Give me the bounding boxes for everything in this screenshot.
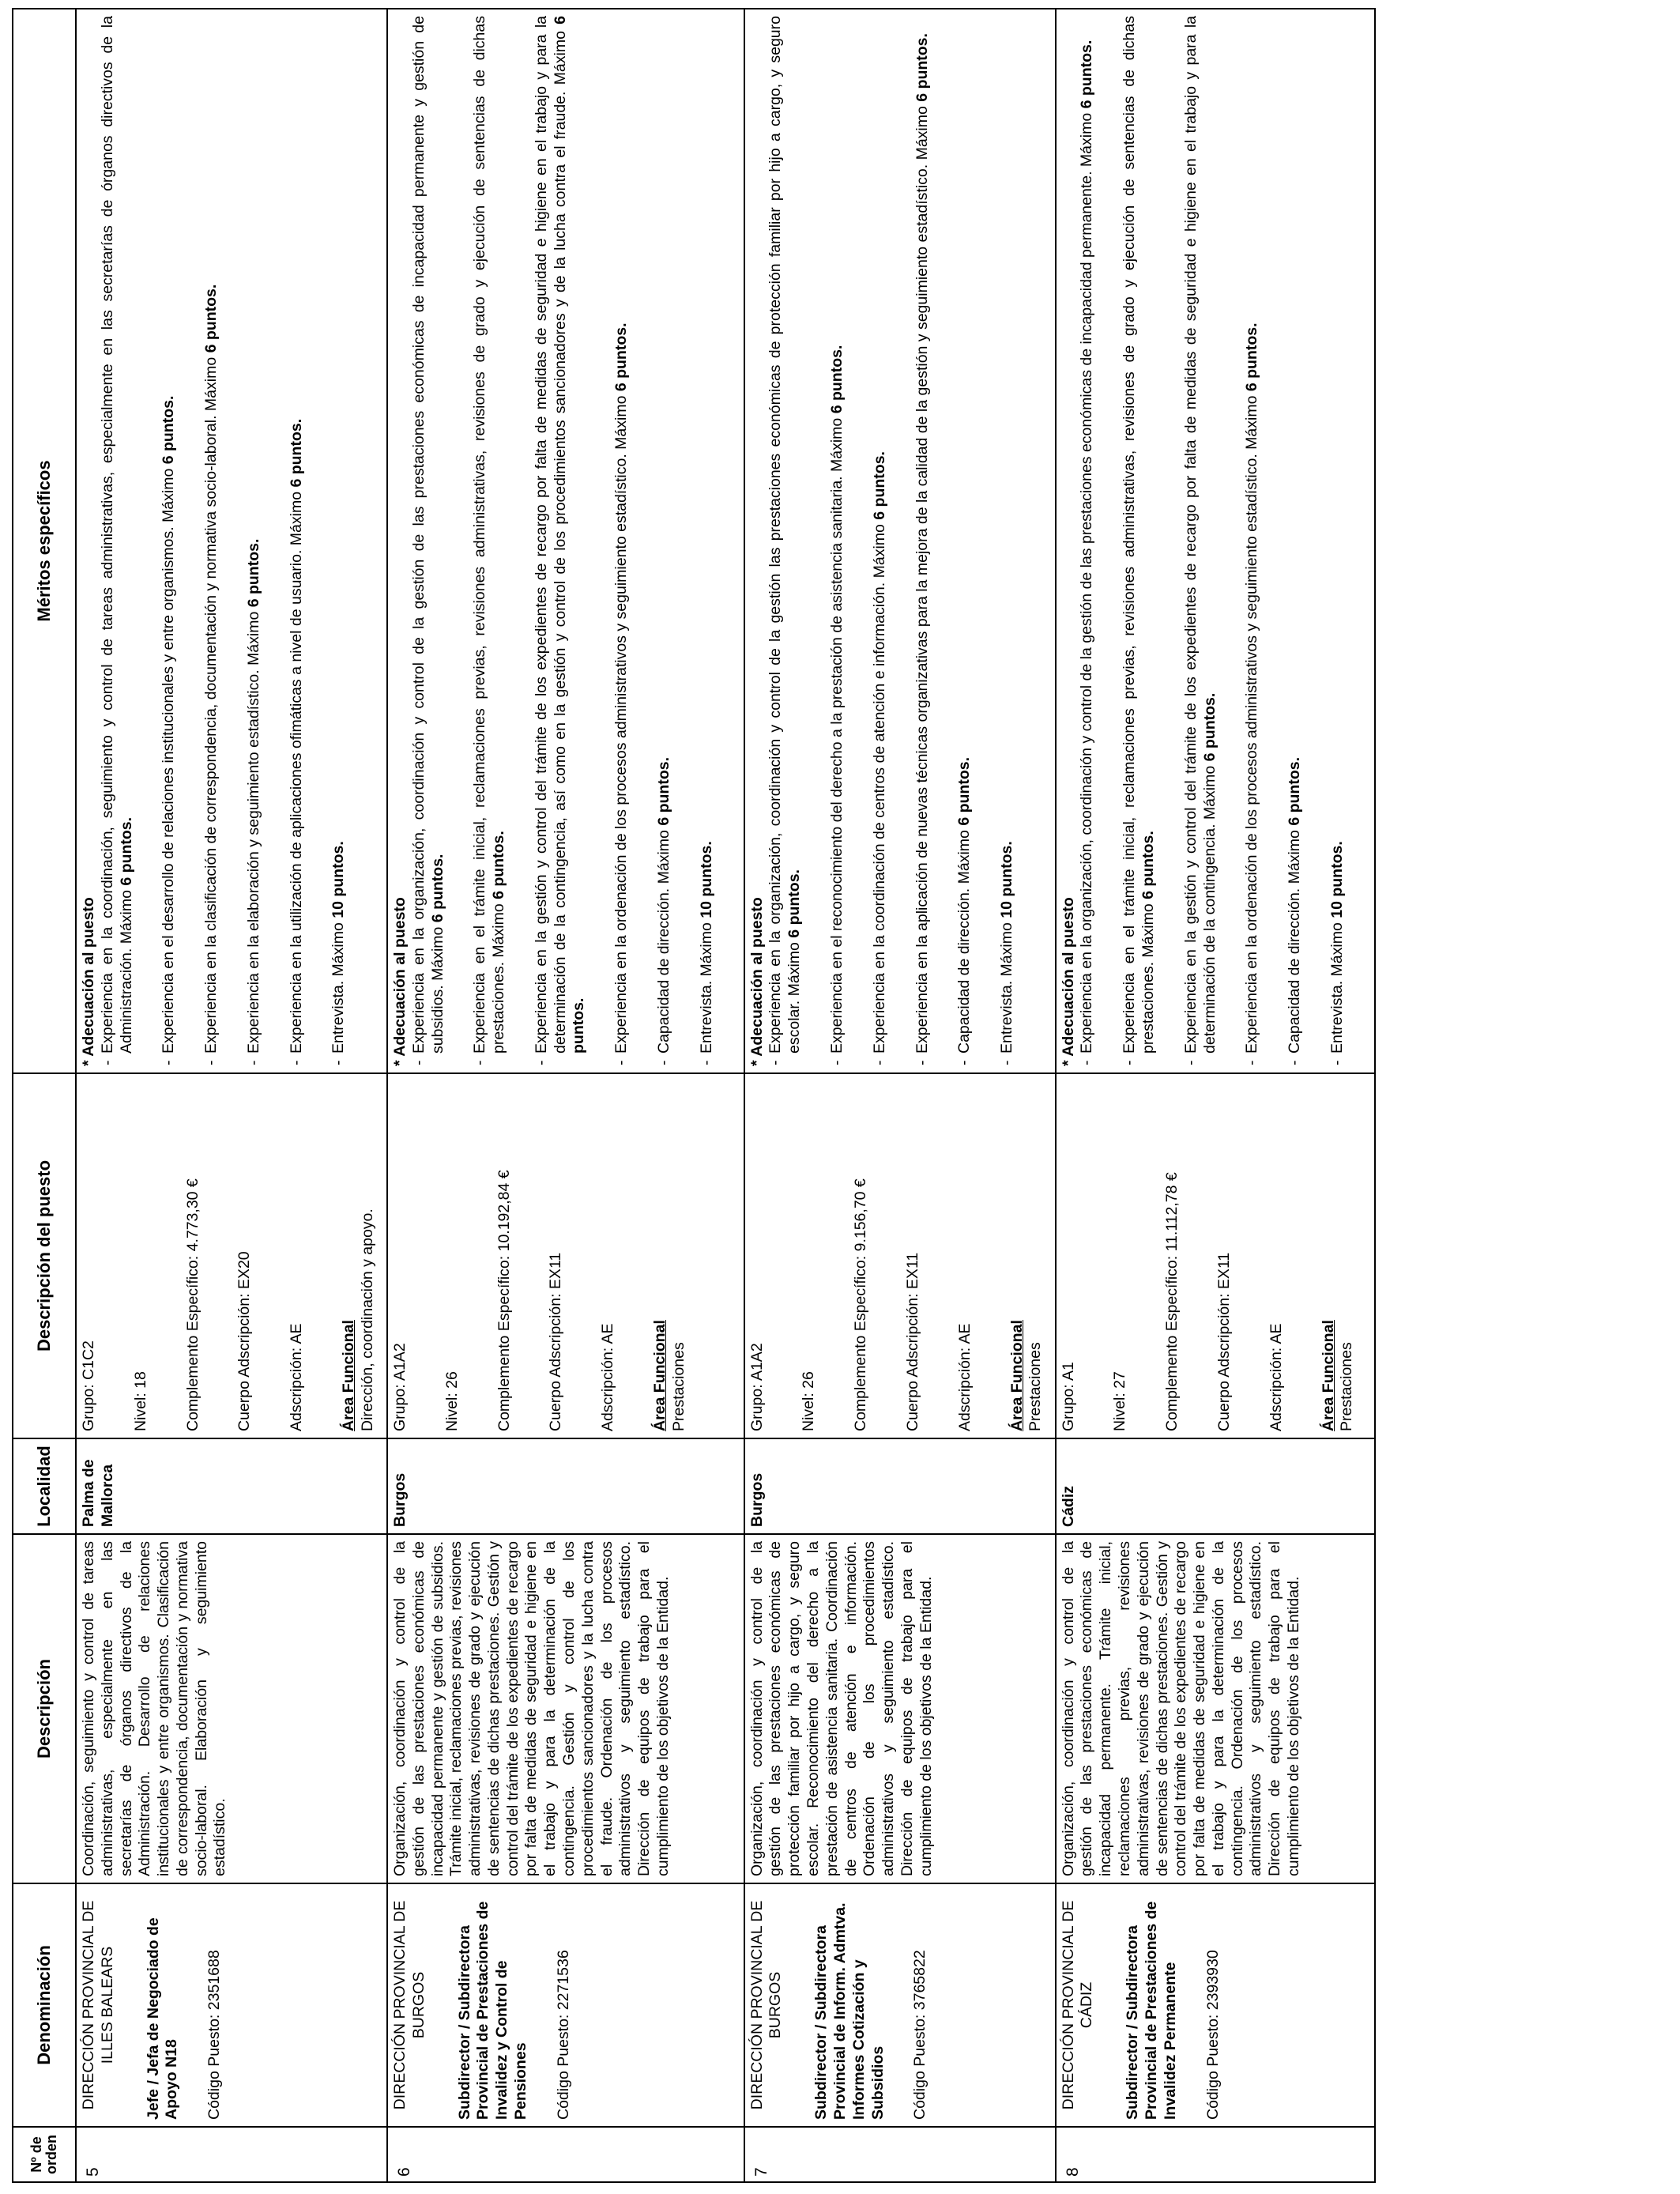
nivel: Nivel: 26 [443, 1371, 461, 1431]
merito-item: - Experiencia en la ordenación de los procesos administrativos y seguimiento estadístico. Máximo 6 puntos. [1243, 16, 1262, 1066]
cuerpo-adscripcion: Cuerpo Adscripción: EX20 [235, 1251, 254, 1431]
merito-item: - Entrevista. Máximo 10 puntos. [330, 16, 348, 1066]
denominacion-cell [387, 1883, 744, 2127]
adecuacion-label: * Adecuación al puesto [1059, 897, 1077, 1066]
table-row [1056, 9, 1375, 2182]
merito-item: - Experiencia en la clasificación de correspondencia, documentación y normativa socio-laboral. Máximo 6 puntos. [202, 16, 221, 1066]
cuerpo-adscripcion: Cuerpo Adscripción: EX11 [1215, 1252, 1233, 1431]
orden-cell: 8 [1056, 2127, 1375, 2182]
grupo: Grupo: A1 [1059, 1362, 1077, 1431]
meritos-list [99, 16, 348, 1066]
direccion-name: DIRECCIÓN PROVINCIAL DE CÁDIZ [1059, 1900, 1096, 2110]
denominacion-cell [744, 1883, 1056, 2127]
descripcion-cell: Coordinación, seguimiento y control de tareas administrativas, especialmente en las secretarías de órganos directivos de la Administración. Desarrollo de relaciones institucionales y entre organismos. Clasificación de correspondencia, documentación y normativa socio-laboral. Elaboración y seguimiento estadístico. [76, 1534, 387, 1883]
merito-item: - Experiencia en el trámite inicial, reclamaciones previas, revisiones administrativas, revisiones de grado y ejecución de sentencias de dichas prestaciones. Máximo 6 puntos. [471, 16, 509, 1066]
header-localidad: Localidad [13, 1438, 76, 1534]
descripcion-cell: Organización, coordinación y control de la gestión de las prestaciones económicas de incapacidad permanente. Trámite inicial, reclamaciones previas, revisiones administrativas, revisiones de grado y ejecución de sentencias de dichas prestaciones. Gestión y control del trámite de los expedientes de recargo por falta de medidas de seguridad e higiene en el trabajo y para la determinación de la contingencia. Ordenación de los procesos administrativos y seguimiento estadístico. Dirección de equipos de trabajo para el cumplimiento de los objetivos de la Entidad. [1056, 1534, 1375, 1883]
table-row [76, 9, 387, 2182]
orden-cell: 6 [387, 2127, 744, 2182]
adecuacion-label: * Adecuación al puesto [80, 897, 97, 1066]
orden-cell: 5 [76, 2127, 387, 2182]
area-funcional-value: Prestaciones [669, 1342, 687, 1431]
descripcion-puesto-cell [387, 1073, 744, 1438]
adscripcion: Adscripción: AE [599, 1323, 617, 1431]
cuerpo-adscripcion: Cuerpo Adscripción: EX11 [903, 1252, 921, 1431]
puesto-title: Subdirector / Subdirectora Provincial de Inform. Admtva. Informes Cotización y Subsidios [812, 1902, 887, 2120]
area-funcional-label: Área Funcional [650, 1320, 669, 1431]
localidad-cell: Palma de Mallorca [76, 1438, 387, 1534]
complemento-especifico: Complemento Específico: 11.112,78 € [1163, 1172, 1181, 1431]
cuerpo-adscripcion: Cuerpo Adscripción: EX11 [547, 1252, 565, 1431]
complemento-especifico: Complemento Específico: 4.773,30 € [183, 1178, 202, 1431]
area-funcional-value: Prestaciones [1026, 1342, 1045, 1431]
merito-item: - Experiencia en la ordenación de los procesos administrativos y seguimiento estadístico. Máximo 6 puntos. [612, 16, 631, 1066]
merito-item: - Entrevista. Máximo 10 puntos. [1328, 16, 1347, 1066]
grupo: Grupo: A1A2 [748, 1343, 766, 1431]
merito-item: - Experiencia en la organización, coordinación y control de la gestión de las prestaciones económicas de incapacidad permanente. Máximo 6 puntos. [1078, 16, 1097, 1066]
merito-item: - Experiencia en la aplicación de nuevas técnicas organizativas para la mejora de la calidad de la gestión y seguimiento estadístico. Máximo 6 puntos. [913, 16, 932, 1066]
merito-item: - Experiencia en el desarrollo de relaciones institucionales y entre organismos. Máximo 6 puntos. [160, 16, 179, 1066]
direccion-name: DIRECCIÓN PROVINCIAL DE BURGOS [391, 1900, 428, 2110]
descripcion-puesto-cell [76, 1073, 387, 1438]
merito-item: - Experiencia en la coordinación, seguimiento y control de tareas administrativas, especialmente en las secretarías de órganos directivos de la Administración. Máximo 6 puntos. [99, 16, 137, 1066]
merito-item: - Capacidad de dirección. Máximo 6 puntos. [1286, 16, 1305, 1066]
complemento-especifico: Complemento Específico: 10.192,84 € [495, 1170, 513, 1431]
merito-item: - Experiencia en la coordinación de centros de atención e información. Máximo 6 puntos. [871, 16, 890, 1066]
adecuacion-label: * Adecuación al puesto [391, 897, 409, 1066]
area-funcional-label: Área Funcional [1319, 1320, 1337, 1431]
localidad-cell: Burgos [387, 1438, 744, 1534]
puesto-title: Subdirector / Subdirectora Provincial de Prestaciones de Invalidez y Control de Pensiones [455, 1901, 529, 2120]
adscripcion: Adscripción: AE [288, 1323, 306, 1431]
header-denominacion: Denominación [13, 1883, 76, 2127]
merito-item: - Experiencia en la gestión y control del trámite de los expedientes de recargo por falta de medidas de seguridad e higiene en el trabajo y para la determinación de la contingencia, así como en la gestión y control de los procedimientos sancionadores y de la lucha contra el fraude. Máximo 6 puntos. [533, 16, 589, 1066]
denominacion-cell [76, 1883, 387, 2127]
puesto-title: Jefe / Jefa de Negociado de Apoyo N18 [144, 1917, 181, 2120]
codigo-puesto: Código Puesto: 3765822 [911, 1950, 929, 2120]
nivel: Nivel: 26 [800, 1371, 818, 1431]
area-funcional-value: Dirección, coordinación y apoyo. [358, 1208, 376, 1431]
meritos-cell [76, 9, 387, 1073]
adscripcion: Adscripción: AE [1267, 1323, 1285, 1431]
adscripcion: Adscripción: AE [955, 1323, 974, 1431]
header-meritos: Méritos específicos [13, 9, 76, 1073]
complemento-especifico: Complemento Específico: 9.156,70 € [852, 1178, 870, 1431]
merito-item: - Capacidad de dirección. Máximo 6 puntos. [655, 16, 674, 1066]
header-row [13, 9, 76, 2182]
table-body [76, 9, 1375, 2182]
meritos-list [1078, 16, 1347, 1066]
codigo-puesto: Código Puesto: 2393930 [1203, 1950, 1222, 2120]
meritos-list [767, 16, 1016, 1066]
merito-item: - Experiencia en la utilización de aplicaciones ofimáticas a nivel de usuario. Máximo 6 puntos. [288, 16, 307, 1066]
codigo-puesto: Código Puesto: 2351688 [205, 1950, 224, 2120]
codigo-puesto: Código Puesto: 2271536 [554, 1950, 572, 2120]
adecuacion-label: * Adecuación al puesto [748, 897, 766, 1066]
orden-cell: 7 [744, 2127, 1056, 2182]
puesto-title: Subdirector / Subdirectora Provincial de Prestaciones de Invalidez Permanente [1124, 1901, 1179, 2120]
descripcion-cell: Organización, coordinación y control de la gestión de las prestaciones económicas de protección familiar por hijo a cargo, y seguro escolar. Reconocimiento del derecho a la prestación de asistencia sanitaria. Coordinación de centros de atención e información. Ordenación de los procedimientos administrativos y seguimiento estadístico. Dirección de equipos de trabajo para el cumplimiento de los objetivos de la Entidad. [744, 1534, 1056, 1883]
merito-item: - Experiencia en la elaboración y seguimiento estadístico. Máximo 6 puntos. [245, 16, 264, 1066]
direccion-name: DIRECCIÓN PROVINCIAL DE BURGOS [748, 1900, 785, 2110]
merito-item: - Entrevista. Máximo 10 puntos. [998, 16, 1017, 1066]
header-descripcion-puesto: Descripción del puesto [13, 1073, 76, 1438]
direccion-name: DIRECCIÓN PROVINCIAL DE ILLES BALEARS [80, 1900, 116, 2110]
denominacion-cell [1056, 1883, 1375, 2127]
nivel: Nivel: 27 [1111, 1371, 1129, 1431]
puestos-table [12, 8, 1376, 2183]
merito-item: - Experiencia en el reconocimiento del derecho a la prestación de asistencia sanitaria. Máximo 6 puntos. [828, 16, 847, 1066]
descripcion-cell: Organización, coordinación y control de la gestión de las prestaciones económicas de incapacidad permanente y gestión de subsidios. Trámite inicial, reclamaciones previas, revisiones administrativas, revisiones de grado y ejecución de sentencias de dichas prestaciones. Gestión y control del trámite de los expedientes de recargo por falta de medidas de seguridad e higiene en el trabajo y para la determinación de la contingencia. Gestión y control de los procedimientos sancionadores y la lucha contra el fraude. Ordenación de los procesos administrativos y seguimiento estadístico. Dirección de equipos de trabajo para el cumplimiento de los objetivos de la Entidad. [387, 1534, 744, 1883]
grupo: Grupo: A1A2 [391, 1343, 409, 1431]
meritos-cell [387, 9, 744, 1073]
table-row [744, 9, 1056, 2182]
header-descripcion: Descripción [13, 1534, 76, 1883]
grupo: Grupo: C1C2 [80, 1340, 97, 1431]
merito-item: - Experiencia en la gestión y control del trámite de los expedientes de recargo por falta de medidas de seguridad e higiene en el trabajo y para la determinación de la contingencia. Máximo 6 puntos. [1182, 16, 1220, 1066]
localidad-cell: Cádiz [1056, 1438, 1375, 1534]
area-funcional-value: Prestaciones [1338, 1342, 1356, 1431]
localidad-cell: Burgos [744, 1438, 1056, 1534]
meritos-list [410, 16, 717, 1066]
area-funcional-label: Área Funcional [339, 1320, 357, 1431]
merito-item: - Experiencia en el trámite inicial, reclamaciones previas, revisiones administrativas, revisiones de grado y ejecución de sentencias de dichas prestaciones. Máximo 6 puntos. [1121, 16, 1158, 1066]
merito-item: - Capacidad de dirección. Máximo 6 puntos. [955, 16, 974, 1066]
merito-item: - Experiencia en la organización, coordinación y control de la gestión las prestaciones económicas de protección familiar por hijo a cargo, y seguro escolar. Máximo 6 puntos. [767, 16, 804, 1066]
area-funcional-label: Área Funcional [1008, 1320, 1026, 1431]
header-orden: Nº de orden [13, 2127, 76, 2182]
meritos-cell [744, 9, 1056, 1073]
meritos-cell [1056, 9, 1375, 1073]
descripcion-puesto-cell [744, 1073, 1056, 1438]
table-row [387, 9, 744, 2182]
merito-item: - Entrevista. Máximo 10 puntos. [698, 16, 717, 1066]
merito-item: - Experiencia en la organización, coordinación y control de la gestión de las prestaciones económicas de incapacidad permanente y gestión de subsidios. Máximo 6 puntos. [410, 16, 448, 1066]
descripcion-puesto-cell [1056, 1073, 1375, 1438]
nivel: Nivel: 18 [131, 1371, 149, 1431]
